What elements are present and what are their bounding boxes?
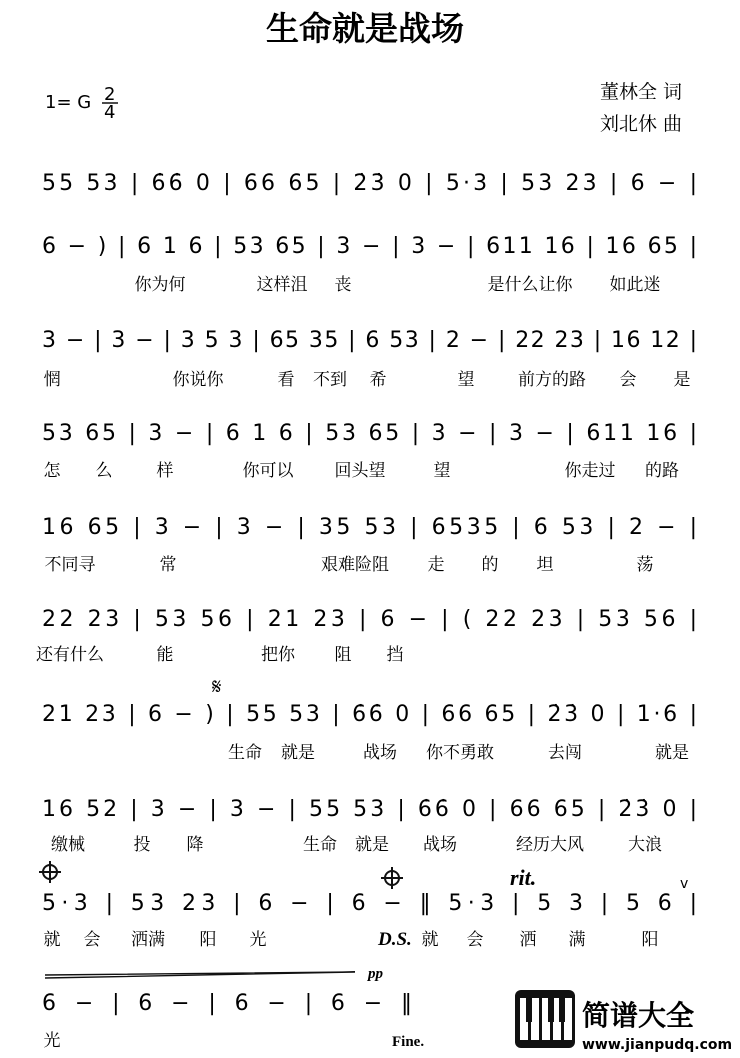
lyric-7-3: 战场: [363, 743, 397, 763]
lyric-9-5: 光: [249, 930, 267, 950]
lyric-8-4: 生命: [303, 835, 337, 855]
lyric-9-9: 满: [568, 930, 586, 950]
lyric-9-8: 洒: [519, 930, 537, 950]
lyric-9-7: 会: [466, 930, 484, 950]
fermata-mark: v: [680, 876, 689, 892]
lyric-3-3: 看: [277, 370, 295, 390]
lyric-7-4: 你不勇敢: [426, 743, 494, 763]
lyric-5-6: 坦: [536, 555, 554, 575]
site-logo: [515, 990, 732, 1053]
lyric-2-4: 是什么让你: [487, 275, 573, 295]
lyric-8-6: 战场: [423, 835, 457, 855]
pp-marking: pp: [368, 966, 383, 982]
lyric-6-5: 挡: [386, 645, 404, 665]
segno-icon: 𝄋: [212, 675, 222, 700]
lyric-3-1: 惘: [43, 370, 61, 390]
lyric-5-2: 常: [159, 555, 177, 575]
lyricist-credit: 董林全 词: [600, 81, 683, 103]
lyric-9-1: 就: [43, 930, 61, 950]
notation-row-9: 5·3 | 53 23 | 6 − | 6 − ‖ 5·3 | 5 3 | 5 6 |: [42, 891, 698, 916]
lyric-8-8: 大浪: [628, 835, 662, 855]
lyric-2-1: 你为何: [134, 275, 186, 295]
notation-row-6: 22 23 | 53 56 | 21 23 | 6 − | ( 22 23 | 53 56 |: [42, 607, 697, 632]
notation-row-5: 16 65 | 3 − | 3 − | 35 53 | 6535 | 6 53 | 2 − |: [42, 515, 697, 540]
lyric-6-2: 能: [156, 645, 174, 665]
logo-url: www.jianpudq.com: [582, 1037, 733, 1053]
notation-row-4: 53 65 | 3 − | 6 1 6 | 53 65 | 3 − | 3 − | 611 16 |: [42, 421, 697, 446]
lyric-9-2: 会: [83, 930, 101, 950]
lyric-5-5: 的: [481, 555, 499, 575]
lyric-6-3: 把你: [261, 645, 295, 665]
lyric-9-6: 就: [421, 930, 439, 950]
lyric-4-2: 么: [95, 461, 113, 481]
lyric-3-5: 希: [369, 370, 387, 390]
coda-icon-2: [381, 867, 403, 889]
coda-icon: [39, 861, 61, 883]
decrescendo-hairpin: [45, 972, 355, 978]
notation-row-2: 6 − ) | 6 1 6 | 53 65 | 3 − | 3 − | 611 16 | 16 65 |: [42, 234, 697, 259]
ds-marking: D.S.: [378, 929, 412, 950]
lyric-8-3: 降: [186, 835, 204, 855]
lyric-2-2: 这样沮: [256, 275, 308, 295]
time-signature-top: 2: [104, 84, 116, 105]
logo-text: 简谱大全: [582, 999, 695, 1032]
rit-marking: rit.: [510, 865, 537, 890]
lyric-2-5: 如此迷: [609, 275, 661, 295]
lyric-8-7: 经历大风: [516, 835, 584, 855]
lyric-3-8: 会: [619, 370, 637, 390]
lyric-4-1: 怎: [43, 461, 61, 481]
song-title: 生命就是战场: [266, 9, 464, 48]
lyric-3-4: 不到: [313, 370, 347, 390]
lyric-4-7: 你走过: [564, 461, 616, 481]
lyric-7-2: 就是: [281, 743, 315, 763]
notation-row-1: 55 53 | 6̇6̇ 0 | 66 65 | 2̇3̇ 0 | 5·3 | 53 23 | 6 − |: [42, 171, 697, 196]
lyric-4-6: 望: [433, 461, 451, 481]
lyric-5-3: 艰难险阻: [321, 555, 389, 575]
lyric-9-3: 洒满: [131, 930, 165, 950]
lyric-9-10: 阳: [641, 930, 659, 950]
lyric-5-7: 荡: [636, 555, 654, 575]
key-signature: 1= G: [45, 92, 92, 113]
lyric-7-5: 去闯: [548, 743, 582, 763]
lyric-4-5: 回头望: [334, 461, 386, 481]
lyric-3-7: 前方的路: [518, 370, 586, 390]
lyric-6-4: 阻: [334, 645, 352, 665]
lyric-8-2: 投: [133, 835, 151, 855]
lyric-7-6: 就是: [655, 743, 689, 763]
notation-row-3: 3 − | 3 − | 3 5 3 | 65 35 | 6 53 | 2 − | 22 23 | 16 12 |: [42, 328, 697, 353]
lyric-8-1: 缴械: [51, 835, 85, 855]
lyric-3-2: 你说你: [172, 370, 224, 390]
lyric-4-3: 样: [156, 461, 174, 481]
lyric-7-1: 生命: [228, 743, 262, 763]
composer-credit: 刘北休 曲: [600, 113, 683, 135]
lyric-5-1: 不同寻: [44, 555, 96, 575]
lyric-6-1: 还有什么: [36, 645, 104, 665]
lyric-5-4: 走: [427, 555, 445, 575]
lyric-4-8: 的路: [645, 461, 679, 481]
time-signature-bottom: 4: [104, 102, 116, 123]
lyric-8-5: 就是: [355, 835, 389, 855]
notation-row-7: 21 23 | 6 − ) | 55 53 | 6̇6̇ 0 | 66 65 | 2̇3̇ 0 | 1·6 |: [42, 702, 697, 727]
notation-row-8: 16 52 | 3 − | 3 − | 55 53 | 6̇6̇ 0 | 66 65 | 2̇3̇ 0 |: [42, 797, 697, 822]
lyric-3-9: 是: [673, 370, 691, 390]
fine-marking: Fine.: [392, 1034, 425, 1050]
lyric-3-6: 望: [457, 370, 475, 390]
lyric-10-1: 光: [43, 1031, 61, 1051]
notation-row-10: 6 − | 6 − | 6 − | 6 − ‖: [42, 991, 412, 1016]
lyric-9-4: 阳: [199, 930, 217, 950]
lyric-2-3: 丧: [334, 275, 352, 295]
lyric-4-4: 你可以: [242, 461, 294, 481]
